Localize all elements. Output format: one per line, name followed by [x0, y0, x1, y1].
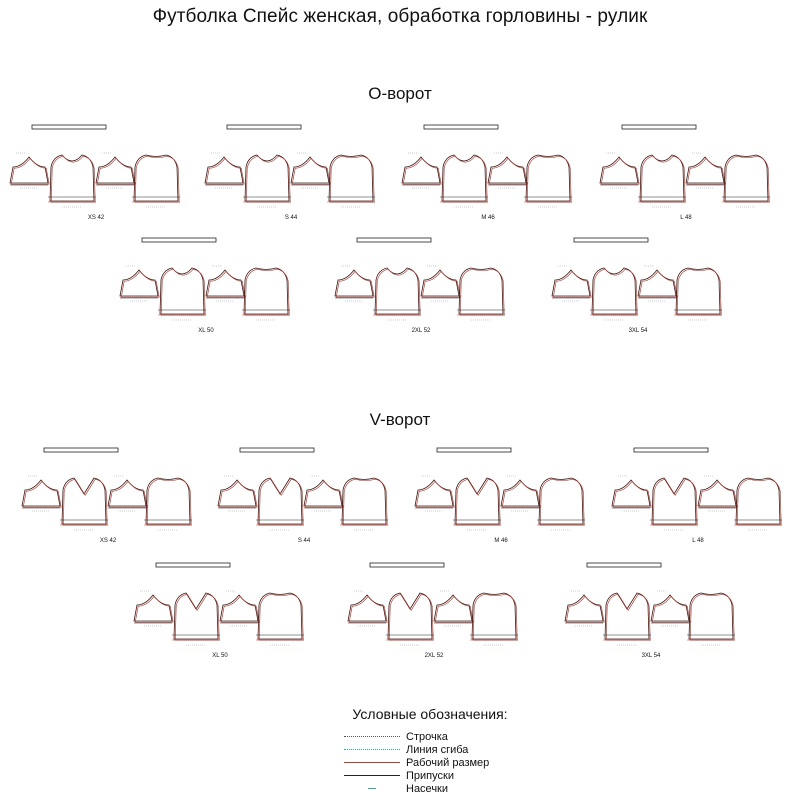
back-body-piece-working-line	[677, 269, 721, 315]
size-label: M 46	[494, 538, 508, 544]
allowance-line-swatch	[344, 775, 400, 776]
sleeve-piece-working-line	[121, 271, 159, 297]
sleeve-piece	[220, 595, 258, 621]
pattern-block-v-0	[22, 448, 192, 544]
front-body-piece-working-line	[51, 156, 95, 202]
neck-binding-strip	[424, 125, 498, 129]
page-title: Футболка Спейс женская, обработка горловины - рулик	[152, 6, 648, 27]
sleeve-piece	[698, 480, 736, 506]
sleeve-piece	[552, 270, 590, 296]
neck-binding-strip	[357, 238, 431, 242]
sleeve-piece-working-line	[403, 158, 441, 184]
back-body-piece-working-line	[330, 156, 374, 202]
sleeve-piece	[120, 270, 158, 296]
neck-binding-strip	[156, 563, 230, 567]
sleeve-piece-working-line	[489, 158, 527, 184]
pattern-block-o-3	[600, 125, 770, 221]
size-label: L 48	[692, 538, 704, 544]
pattern-block-v-5	[348, 563, 518, 659]
front-body-piece-working-line	[456, 479, 500, 525]
pattern-block-v-6	[565, 563, 735, 659]
back-body-piece	[724, 155, 768, 201]
back-body-piece-working-line	[460, 269, 504, 315]
legend-item-notch	[344, 782, 544, 795]
sleeve-piece	[434, 595, 472, 621]
back-body-piece-working-line	[343, 479, 387, 525]
neck-binding-strip	[437, 448, 511, 452]
back-body-piece-working-line	[527, 156, 571, 202]
front-body-piece-working-line	[389, 594, 433, 640]
legend-item-allowance	[344, 769, 544, 782]
sleeve-piece	[415, 480, 453, 506]
back-body-piece-working-line	[725, 156, 769, 202]
seam-line-swatch	[344, 736, 400, 737]
sleeve-piece-working-line	[207, 271, 245, 297]
front-body-piece	[174, 593, 218, 639]
back-body-piece	[526, 155, 570, 201]
sleeve-piece-working-line	[699, 481, 737, 507]
legend-label-allowance: Припуски	[406, 769, 454, 782]
sleeve-piece	[638, 270, 676, 296]
sleeve-piece-working-line	[109, 481, 147, 507]
neck-binding-strip	[32, 125, 106, 129]
front-body-piece-working-line	[606, 594, 650, 640]
front-body-piece-working-line	[593, 269, 637, 315]
size-label: L 48	[680, 215, 692, 221]
pattern-block-o-0	[10, 125, 180, 221]
legend-label-notch: Насечки	[406, 782, 449, 795]
front-body-piece	[388, 593, 432, 639]
size-label: XS 42	[99, 538, 117, 544]
legend-item-working-size	[344, 756, 544, 769]
sleeve-piece	[348, 595, 386, 621]
sleeve-piece	[291, 157, 329, 183]
neck-binding-strip	[370, 563, 444, 567]
back-body-piece-working-line	[473, 594, 517, 640]
sleeve-piece-working-line	[601, 158, 639, 184]
legend-label-working-size: Рабочий размер	[406, 756, 490, 769]
size-label: M 46	[481, 215, 495, 221]
neck-binding-strip	[142, 238, 216, 242]
neck-binding-strip	[227, 125, 301, 129]
sleeve-piece-working-line	[502, 481, 540, 507]
sleeve-piece-working-line	[639, 271, 677, 297]
pattern-block-v-2	[415, 448, 585, 544]
sleeve-piece	[218, 480, 256, 506]
legend	[344, 730, 544, 795]
back-body-piece-working-line	[147, 479, 191, 525]
back-body-piece	[472, 593, 516, 639]
back-body-piece	[689, 593, 733, 639]
sleeve-piece	[206, 270, 244, 296]
back-body-piece	[342, 478, 386, 524]
size-label: 3XL 54	[641, 653, 661, 659]
size-label: XL 50	[212, 653, 228, 659]
back-body-piece-working-line	[690, 594, 734, 640]
back-body-piece	[539, 478, 583, 524]
notch-swatch	[368, 788, 376, 789]
sleeve-piece	[488, 157, 526, 183]
sleeve-piece	[612, 480, 650, 506]
front-body-piece-working-line	[161, 269, 205, 315]
sleeve-piece	[205, 157, 243, 183]
sleeve-piece-working-line	[566, 596, 604, 622]
size-label: S 44	[284, 215, 298, 221]
sleeve-piece-working-line	[687, 158, 725, 184]
sleeve-piece	[402, 157, 440, 183]
front-body-piece-working-line	[376, 269, 420, 315]
sleeve-piece	[134, 595, 172, 621]
sleeve-piece-working-line	[422, 271, 460, 297]
back-body-piece-working-line	[135, 156, 179, 202]
sleeve-piece-working-line	[135, 596, 173, 622]
sleeve-piece	[10, 157, 48, 183]
size-label: S 44	[297, 538, 311, 544]
size-label: 3XL 54	[628, 328, 648, 334]
sleeve-piece-working-line	[349, 596, 387, 622]
sleeve-piece-working-line	[613, 481, 651, 507]
neck-binding-strip	[44, 448, 118, 452]
fold-line-swatch	[344, 749, 400, 750]
front-body-piece-working-line	[246, 156, 290, 202]
legend-item-fold	[344, 743, 544, 756]
sleeve-piece	[96, 157, 134, 183]
neck-binding-strip	[634, 448, 708, 452]
back-body-piece	[258, 593, 302, 639]
front-body-piece-working-line	[63, 479, 107, 525]
front-body-piece-working-line	[653, 479, 697, 525]
sleeve-piece	[108, 480, 146, 506]
size-label: 2XL 52	[411, 328, 431, 334]
pattern-block-o-1	[205, 125, 375, 221]
size-label: XS 42	[87, 215, 105, 221]
legend-label-fold: Линия сгиба	[406, 743, 469, 756]
pattern-block-o-6	[552, 238, 722, 334]
pattern-block-v-1	[218, 448, 388, 544]
sleeve-piece	[501, 480, 539, 506]
front-body-piece	[455, 478, 499, 524]
front-body-piece	[605, 593, 649, 639]
front-body-piece-working-line	[443, 156, 487, 202]
sleeve-piece-working-line	[305, 481, 343, 507]
sleeve-piece-working-line	[23, 481, 61, 507]
front-body-piece	[62, 478, 106, 524]
back-body-piece	[244, 268, 288, 314]
neck-binding-strip	[574, 238, 648, 242]
neck-binding-strip	[587, 563, 661, 567]
legend-item-seam	[344, 730, 544, 743]
back-body-piece	[676, 268, 720, 314]
front-body-piece-working-line	[641, 156, 685, 202]
sleeve-piece-working-line	[435, 596, 473, 622]
sleeve-piece	[304, 480, 342, 506]
section-title-v-neck: V-ворот	[369, 410, 431, 429]
pattern-block-o-5	[335, 238, 505, 334]
working-size-line-swatch	[344, 762, 400, 763]
sleeve-piece-working-line	[652, 596, 690, 622]
sleeve-piece	[335, 270, 373, 296]
section-title-o-neck: О-ворот	[368, 84, 432, 103]
sleeve-piece-working-line	[11, 158, 49, 184]
back-body-piece	[134, 155, 178, 201]
legend-label-seam: Строчка	[406, 730, 448, 743]
back-body-piece	[146, 478, 190, 524]
sleeve-piece	[565, 595, 603, 621]
legend-title: Условные обозначения:	[352, 706, 508, 722]
sleeve-piece-working-line	[553, 271, 591, 297]
front-body-piece	[652, 478, 696, 524]
sleeve-piece	[651, 595, 689, 621]
front-body-piece-working-line	[175, 594, 219, 640]
pattern-block-v-3	[612, 448, 782, 544]
size-label: XL 50	[198, 328, 214, 334]
front-body-piece	[258, 478, 302, 524]
sleeve-piece-working-line	[97, 158, 135, 184]
sleeve-piece	[686, 157, 724, 183]
back-body-piece-working-line	[540, 479, 584, 525]
front-body-piece-working-line	[259, 479, 303, 525]
back-body-piece	[329, 155, 373, 201]
back-body-piece-working-line	[245, 269, 289, 315]
sleeve-piece-working-line	[292, 158, 330, 184]
sleeve-piece-working-line	[206, 158, 244, 184]
sleeve-piece-working-line	[336, 271, 374, 297]
neck-binding-strip	[240, 448, 314, 452]
back-body-piece	[459, 268, 503, 314]
pattern-block-o-2	[402, 125, 572, 221]
back-body-piece-working-line	[737, 479, 781, 525]
size-label: 2XL 52	[424, 653, 444, 659]
sleeve-piece-working-line	[416, 481, 454, 507]
back-body-piece-working-line	[259, 594, 303, 640]
sleeve-piece-working-line	[221, 596, 259, 622]
neck-binding-strip	[622, 125, 696, 129]
sleeve-piece-working-line	[219, 481, 257, 507]
pattern-block-o-4	[120, 238, 290, 334]
back-body-piece	[736, 478, 780, 524]
sleeve-piece	[22, 480, 60, 506]
sleeve-piece	[600, 157, 638, 183]
sleeve-piece	[421, 270, 459, 296]
pattern-block-v-4	[134, 563, 304, 659]
